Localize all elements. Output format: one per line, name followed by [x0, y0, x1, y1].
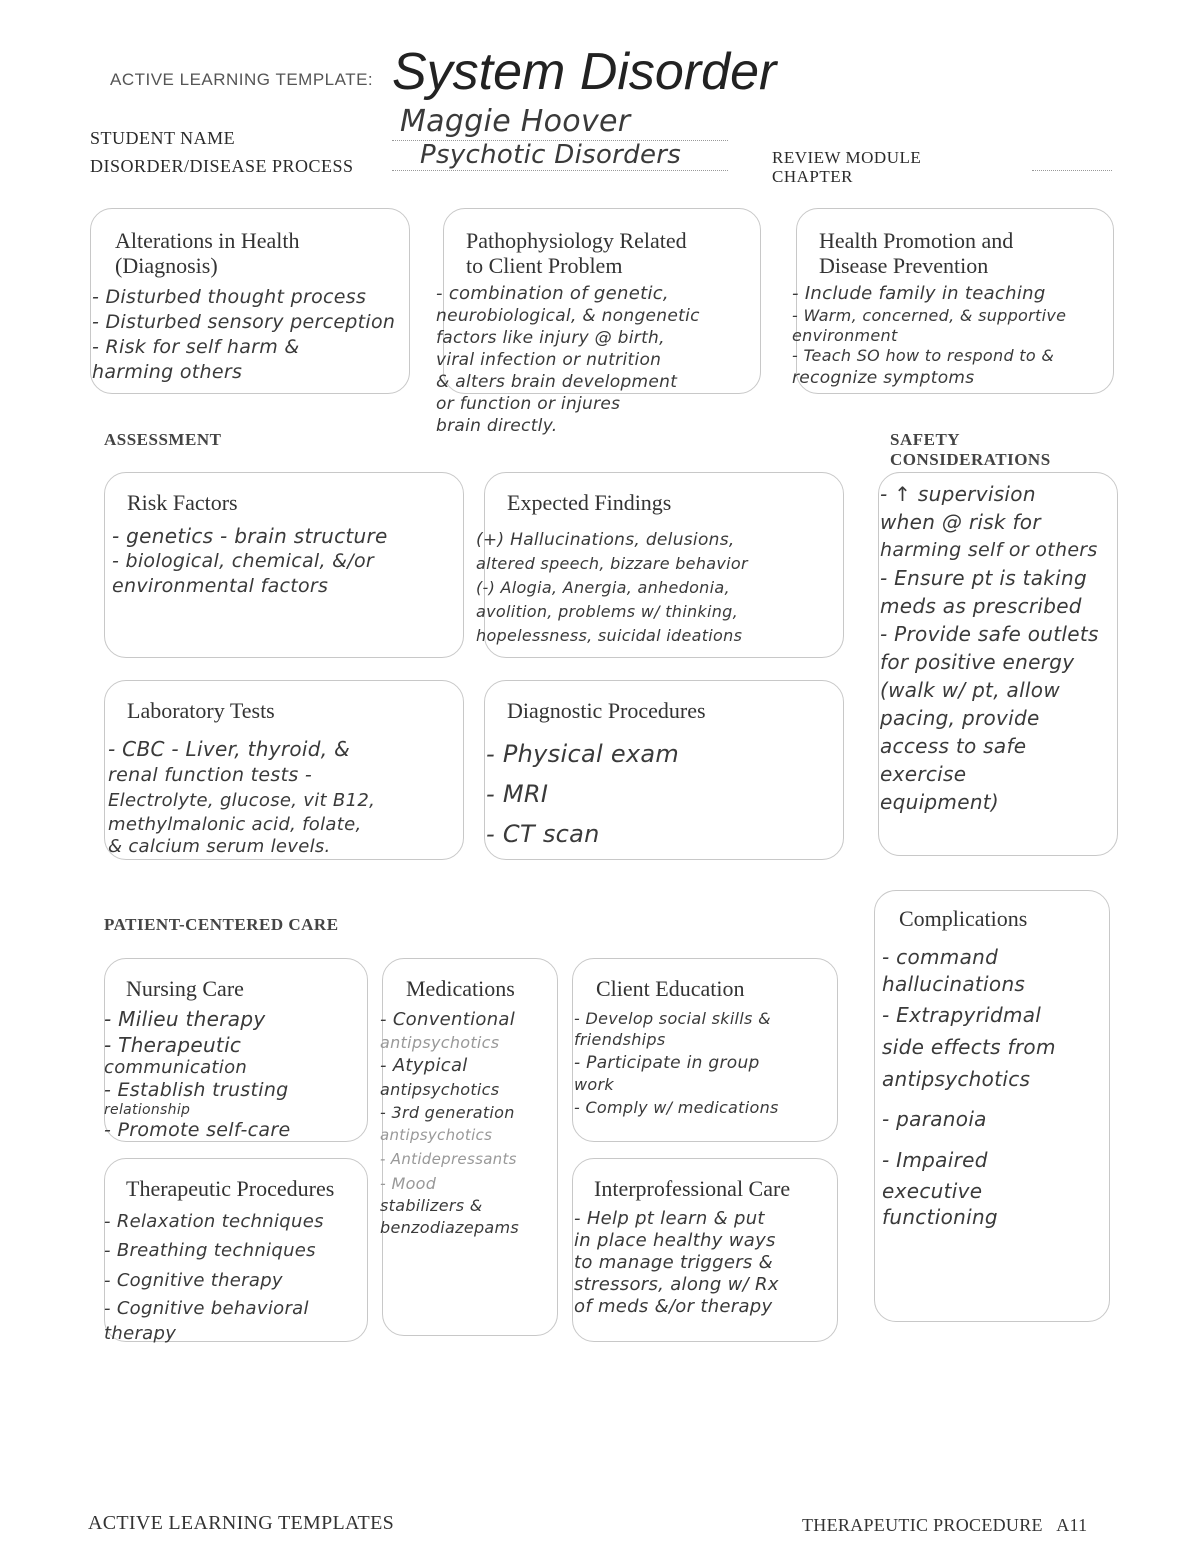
safety-line: meds as prescribed: [880, 594, 1082, 618]
pathophysiology-line: neurobiological, & nongenetic: [436, 306, 700, 326]
laboratory-tests-title: Laboratory Tests: [127, 698, 275, 723]
nursing-care-lines: [104, 1006, 290, 1142]
interprofessional-care-line: - Help pt learn & put: [574, 1208, 765, 1229]
client-education-title: Client Education: [596, 976, 745, 1001]
medications-line: - Mood: [380, 1174, 437, 1193]
complications-line: - Extrapyridmal: [882, 1003, 1042, 1027]
laboratory-tests-line: Electrolyte, glucose, vit B12,: [108, 790, 376, 811]
pathophysiology-line: - combination of genetic,: [436, 283, 669, 304]
medications-line: benzodiazepams: [380, 1218, 520, 1237]
medications-line: antipsychotics: [380, 1080, 500, 1099]
laboratory-tests-line: - CBC - Liver, thyroid, &: [108, 737, 350, 761]
expected-findings-line: (-) Alogia, Anergia, anhedonia,: [476, 578, 730, 597]
medications-line: - Conventional: [380, 1009, 516, 1030]
pathophysiology-lines: [436, 283, 700, 437]
safety-line: harming self or others: [880, 539, 1098, 561]
pathophysiology-line: brain directly.: [436, 416, 558, 436]
therapeutic-procedures-line: - Relaxation techniques: [104, 1211, 324, 1232]
template-label: ACTIVE LEARNING TEMPLATE:: [110, 70, 374, 89]
therapeutic-procedures-line: - Breathing techniques: [104, 1240, 316, 1261]
alterations-line: harming others: [92, 361, 243, 383]
expected-findings-title: Expected Findings: [507, 490, 672, 515]
health-promotion-line: - Include family in teaching: [792, 283, 1046, 304]
disorder-value: Psychotic Disorders: [420, 140, 682, 170]
pathophysiology-title: Pathophysiology Related to Client Problem: [466, 228, 687, 278]
complications-line: hallucinations: [882, 972, 1026, 996]
laboratory-tests-line: methylmalonic acid, folate,: [108, 814, 362, 835]
safety-considerations-lines: [880, 480, 1099, 816]
interprofessional-care-lines: [574, 1208, 779, 1318]
assessment-heading: ASSESSMENT: [104, 430, 222, 449]
interprofessional-care-line: stressors, along w/ Rx: [574, 1274, 779, 1295]
footer-right: THERAPEUTIC PROCEDURE A11: [802, 1515, 1088, 1535]
complications-line: antipsychotics: [882, 1067, 1031, 1091]
client-education-lines: [574, 1008, 779, 1122]
risk-factors-line: environmental factors: [112, 575, 329, 597]
therapeutic-procedures-lines: [104, 1208, 324, 1346]
diagnostic-procedures-lines: [486, 734, 679, 854]
health-promotion-lines: [792, 283, 1066, 389]
risk-factors-line: - biological, chemical, &/or: [112, 550, 375, 572]
therapeutic-procedures-title: Therapeutic Procedures: [126, 1176, 335, 1201]
laboratory-tests-line: & calcium serum levels.: [108, 836, 331, 857]
safety-line: pacing, provide: [880, 706, 1040, 730]
client-education-line: - Participate in group: [574, 1053, 760, 1073]
expected-findings-lines: [476, 528, 748, 648]
medications-line: - Antidepressants: [380, 1150, 517, 1168]
risk-factors-line: - genetics - brain structure: [112, 524, 388, 548]
safety-line: (walk w/ pt, allow: [880, 678, 1060, 702]
pathophysiology-line: viral infection or nutrition: [436, 350, 662, 370]
student-name-label: STUDENT NAME: [90, 128, 236, 148]
complications-line: - paranoia: [882, 1107, 987, 1131]
medications-line: antipsychotics: [380, 1126, 493, 1144]
disorder-rule: [392, 170, 728, 171]
nursing-care-line: communication: [104, 1057, 248, 1078]
safety-line: for positive energy: [880, 650, 1075, 674]
patient-centered-care-heading: PATIENT-CENTERED CARE: [104, 915, 339, 934]
nursing-care-line: - Therapeutic: [104, 1033, 242, 1057]
client-education-line: - Develop social skills &: [574, 1009, 771, 1028]
complications-line: - command: [882, 945, 999, 969]
safety-heading: SAFETY CONSIDERATIONS: [890, 430, 1051, 469]
interprofessional-care-line: in place healthy ways: [574, 1230, 776, 1251]
alterations-line: - Risk for self harm &: [92, 336, 300, 358]
interprofessional-care-title: Interprofessional Care: [594, 1176, 791, 1201]
complications-line: functioning: [882, 1205, 998, 1229]
interprofessional-care-line: to manage triggers &: [574, 1252, 773, 1273]
diagnostic-procedures-line: - MRI: [486, 780, 549, 808]
health-promotion-line: recognize symptoms: [792, 368, 975, 388]
diagnostic-procedures-title: Diagnostic Procedures: [507, 698, 706, 723]
health-promotion-line: - Warm, concerned, & supportive: [792, 306, 1067, 325]
alterations-lines: [92, 285, 395, 385]
health-promotion-line: - Teach SO how to respond to &: [792, 346, 1055, 365]
medications-line: antipsychotics: [380, 1033, 500, 1052]
complications-line: side effects from: [882, 1035, 1056, 1059]
safety-line: access to safe: [880, 734, 1027, 758]
health-promotion-line: environment: [792, 326, 898, 345]
client-education-line: - Comply w/ medications: [574, 1098, 779, 1117]
laboratory-tests-line: renal function tests -: [108, 764, 313, 786]
pathophysiology-line: factors like injury @ birth,: [436, 328, 665, 348]
expected-findings-line: altered speech, bizzare behavior: [476, 554, 748, 573]
chapter-label: CHAPTER: [772, 167, 853, 186]
health-promotion-title: Health Promotion and Disease Prevention: [819, 228, 1014, 278]
client-education-line: friendships: [574, 1030, 666, 1049]
safety-line: exercise: [880, 762, 967, 786]
pathophysiology-line: or function or injures: [436, 394, 621, 414]
medications-line: - 3rd generation: [380, 1103, 515, 1122]
therapeutic-procedures-line: therapy: [104, 1323, 177, 1344]
safety-line: when @ risk for: [880, 510, 1041, 534]
safety-line: - ↑ supervision: [880, 482, 1036, 506]
nursing-care-title: Nursing Care: [126, 976, 244, 1001]
client-education-line: work: [574, 1075, 614, 1094]
alterations-title: Alterations in Health (Diagnosis): [115, 228, 300, 278]
medications-line: - Atypical: [380, 1055, 468, 1076]
laboratory-tests-lines: [108, 736, 375, 858]
complications-line: - Impaired: [882, 1148, 988, 1172]
alterations-line: - Disturbed sensory perception: [92, 311, 396, 333]
complications-title: Complications: [899, 906, 1028, 931]
expected-findings-line: hopelessness, suicidal ideations: [476, 626, 743, 645]
expected-findings-line: avolition, problems w/ thinking,: [476, 602, 739, 621]
medications-title: Medications: [406, 976, 515, 1001]
therapeutic-procedures-line: - Cognitive therapy: [104, 1270, 283, 1291]
nursing-care-line: - Establish trusting: [104, 1079, 289, 1101]
complications-lines: [882, 944, 1056, 1230]
risk-factors-title: Risk Factors: [127, 490, 238, 515]
footer-left: ACTIVE LEARNING TEMPLATES: [88, 1512, 395, 1534]
template-title: System Disorder: [392, 43, 777, 101]
therapeutic-procedures-line: - Cognitive behavioral: [104, 1298, 309, 1319]
review-module-rule: [1032, 170, 1112, 171]
nursing-care-line: - Promote self-care: [104, 1119, 291, 1141]
pathophysiology-line: & alters brain development: [436, 372, 678, 392]
diagnostic-procedures-line: - CT scan: [486, 820, 600, 848]
complications-line: executive: [882, 1179, 983, 1203]
nursing-care-line: - Milieu therapy: [104, 1007, 266, 1031]
safety-line: - Ensure pt is taking: [880, 566, 1088, 590]
medications-line: stabilizers &: [380, 1196, 483, 1215]
safety-line: equipment): [880, 790, 1000, 814]
nursing-care-line: relationship: [104, 1102, 191, 1118]
interprofessional-care-line: of meds &/or therapy: [574, 1296, 773, 1317]
diagnostic-procedures-line: - Physical exam: [486, 740, 680, 768]
risk-factors-lines: [112, 524, 388, 599]
expected-findings-line: (+) Hallucinations, delusions,: [476, 530, 735, 550]
medications-lines: [380, 1008, 519, 1240]
safety-line: - Provide safe outlets: [880, 622, 1099, 646]
review-module-label: REVIEW MODULE: [772, 148, 922, 167]
student-name-value: Maggie Hoover: [400, 104, 631, 139]
alterations-line: - Disturbed thought process: [92, 286, 367, 308]
disorder-label: DISORDER/DISEASE PROCESS: [90, 156, 354, 176]
